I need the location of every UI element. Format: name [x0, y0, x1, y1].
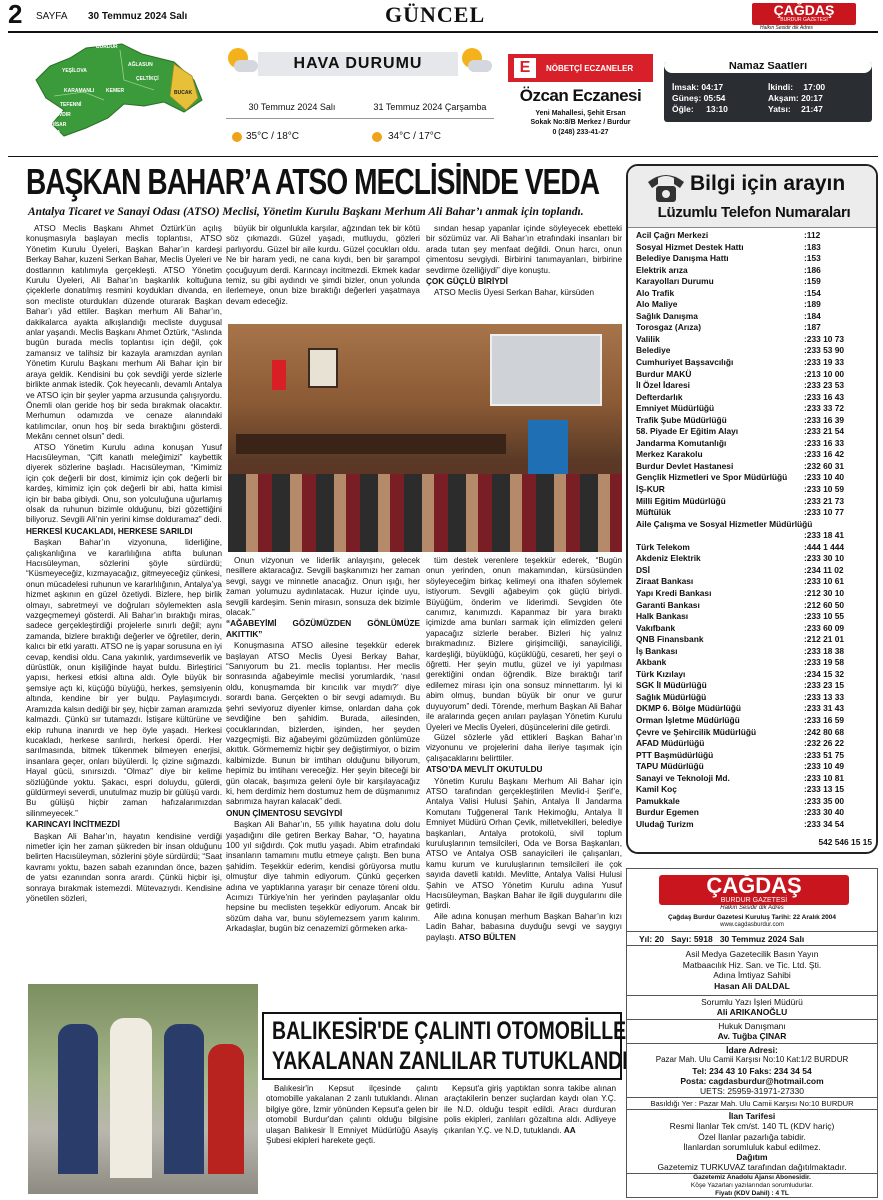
legal-name: Av. Tuğba ÇINAR	[717, 1031, 787, 1041]
phone-name: Gençlik Hizmetleri ve Spor Müdürlüğü	[636, 472, 788, 483]
header-rule	[8, 31, 878, 33]
section-title: GÜNCEL	[385, 2, 486, 27]
phone-name: Alo Maliye	[636, 299, 678, 310]
phone-row	[628, 727, 878, 739]
phone-fax: Tel: 234 43 10 Faks: 234 34 54	[692, 1065, 812, 1076]
page-word: SAYFA	[36, 11, 68, 22]
phone-list	[628, 230, 878, 830]
header-logo-tagline: Halkın Sesidir dik Adres	[760, 25, 813, 31]
legal-label: Hukuk Danışmanı	[718, 1021, 786, 1031]
phone-name: Halk Bankası	[636, 611, 689, 622]
masthead-issue: Sayı: 5918	[671, 934, 713, 944]
ad-label: İlan Tarifesi	[728, 1111, 776, 1121]
phone-row	[628, 669, 878, 681]
sun-cloud-icon	[458, 46, 492, 76]
phone-last: 542 546 15 15	[818, 837, 872, 847]
article2-paragraph: Kepsut'a giriş yaptıktan sonra takibe alınan araçtakilerin benzer suçlardan kaydı olan Y.Ç. ile N.D. olduğu tespit edildi. Aracı durduran polis ekipleri, zanlıları gözaltına aldı. Adliyeye çıkarılan Y.Ç. ve N.D, tutuklandı. AA	[444, 1084, 616, 1135]
phone-name: Kamil Koç	[636, 784, 677, 795]
phone-row	[628, 345, 878, 357]
phone-number	[812, 519, 878, 531]
header-date: 30 Temmuz 2024 Salı	[88, 11, 188, 22]
phone-name: Burdur Egemen	[636, 807, 699, 818]
phone-number: :233 21 54	[804, 426, 845, 437]
article-column-3-top	[426, 224, 622, 320]
phone-number: :232 60 31	[804, 460, 845, 471]
masthead-logo-sub: BURDUR GAZETESİ	[720, 897, 788, 904]
phone-row	[628, 542, 878, 554]
phone-number: :233 10 40	[804, 472, 845, 483]
header-logo-text: ÇAĞDAŞ	[773, 2, 835, 18]
phone-number: :233 18 38	[804, 645, 845, 656]
phone-number: :159	[804, 276, 821, 287]
prayer-box	[664, 62, 872, 122]
phone-number: :233 19 33	[804, 357, 845, 368]
phone-number: :187	[804, 322, 821, 333]
article2-column-2	[444, 1084, 616, 1192]
portrait-frame	[308, 348, 338, 388]
phone-row	[628, 519, 878, 531]
phone-row	[628, 438, 878, 450]
pharmacy-address-1: Yeni Mahallesi, Şehit Ersan	[535, 110, 626, 117]
phone-row	[628, 588, 878, 600]
aksam-label: Akşam:	[768, 93, 799, 103]
phone-number: :212 21 01	[804, 634, 845, 645]
phone-name: Merkez Karakolu	[636, 449, 703, 460]
person-figure	[110, 1018, 152, 1178]
pharmacy-address-2: Sokak No:8/B Merkez / Burdur	[530, 119, 631, 126]
phone-name: Yapı Kredi Bankası	[636, 587, 712, 598]
phone-name: Aile Çalışma ve Sosyal Hizmetler Müdürlüğü	[636, 518, 813, 529]
phone-number: :233 30 40	[804, 807, 845, 818]
arrest-photo	[28, 984, 258, 1194]
phone-number: :233 21 73	[804, 495, 845, 506]
phone-name: Sağlık Müdürlüğü	[636, 691, 707, 702]
phone-row	[628, 611, 878, 623]
phone-name: Belediye	[636, 345, 671, 356]
phone-name: QNB Finansbank	[636, 634, 704, 645]
person-figure	[164, 1024, 204, 1174]
phone-name: İŞ-KUR	[636, 484, 665, 495]
phone-number: :233 35 00	[804, 795, 845, 806]
map-town: ALTINYAYLA	[30, 130, 61, 136]
phone-name: Türk Kızılayı	[636, 668, 686, 679]
map-town: ÇELTİKÇİ	[136, 76, 159, 82]
phone-name: Torosgaz (Arıza)	[636, 322, 701, 333]
phone-name: Garanti Bankası	[636, 599, 700, 610]
ogle-time: 13:10	[706, 104, 728, 114]
phone-row	[628, 715, 878, 727]
phone-row	[628, 288, 878, 300]
phone-number: :234 15 32	[804, 668, 845, 679]
phone-number: :233 31 43	[804, 703, 845, 714]
weather-temp1: 35°C / 18°C	[246, 131, 300, 142]
ad-line: İlanlardan sorumluluk kabul edilmez.	[683, 1141, 821, 1152]
sun-icon	[372, 132, 382, 142]
phone-name: Akdeniz Elektrik	[636, 553, 701, 564]
phone-row	[628, 369, 878, 381]
article-subhead: Antalya Ticaret ve Sanayi Odası (ATSO) Meclisi, Yönetim Kurulu Başkanı Merhum Ali Bahar’ı anmak için toplandı.	[28, 206, 584, 218]
phone-name: Cumhuriyet Başsavcılığı	[636, 357, 734, 368]
phone-row	[628, 426, 878, 438]
editor-name: Ali ARIKANOĞLU	[716, 1007, 788, 1017]
article-paragraph: sından hesap yapanlar içinde söyleyecek ebetteki bir sözümüz var. Ali Bahar’ın etrafındaki insanları bir arada tutan şey menfaat değildi. Onun harcı, onun çimentosu sevgiydi. Birbirini tanımayanları, birbirine sevdirme özelliğiydi” diye konuştu.	[426, 224, 622, 275]
phone-number: :233 19 58	[804, 657, 845, 668]
masthead-date: 30 Temmuz 2024 Salı	[719, 934, 805, 944]
phone-number: :233 30 10	[804, 553, 845, 564]
article-column-2-top	[226, 224, 420, 320]
pharmacy-box	[508, 54, 653, 149]
sun-cloud-icon	[224, 46, 258, 76]
article2-headline-2: YAKALANAN ZANLILAR TUTUKLANDI	[272, 1047, 628, 1075]
phone-number: :233 60 09	[804, 622, 845, 633]
phone-name: Pamukkale	[636, 795, 680, 806]
phone-name: AFAD Müdürlüğü	[636, 738, 705, 749]
phone-row	[628, 334, 878, 346]
phone-name: Emniyet Müdürlüğü	[636, 403, 715, 414]
phone-number: :233 10 61	[804, 576, 845, 587]
ikindi-time: 17:00	[803, 82, 826, 92]
authors-note: Köşe Yazarları yazılarından sorumludurlar.	[690, 1182, 814, 1189]
phone-name: Trafik Şube Müdürlüğü	[636, 414, 727, 425]
phone-name: İl Özel İdaresi	[636, 380, 690, 391]
phone-row	[628, 357, 878, 369]
imsak-time: 04:17	[701, 82, 724, 92]
phone-row	[628, 703, 878, 715]
map-town: BUCAK	[174, 90, 193, 96]
article-subheading: ÇOK GÜÇLÜ BİRİYDİ	[426, 277, 508, 287]
yatsi-label: Yatsı:	[768, 104, 791, 114]
phone-name: Milli Eğitim Müdürlüğü	[636, 495, 726, 506]
phone-number: :233 16 59	[804, 714, 845, 725]
phone-number: :233 10 77	[804, 507, 845, 518]
phone-number: :189	[804, 299, 821, 310]
phone-row	[628, 634, 878, 646]
phone-number: :233 16 33	[804, 437, 845, 448]
phone-row	[628, 276, 878, 288]
phone-box	[626, 164, 878, 854]
masthead-logo	[659, 875, 849, 905]
aksam-time: 20:17	[801, 93, 823, 103]
phone-row	[628, 738, 878, 750]
phone-number: :233 10 59	[804, 484, 845, 495]
page-number: 2	[8, 0, 23, 29]
phone-number: :233 18 41	[804, 530, 845, 541]
map-town: BURDUR	[96, 44, 118, 50]
phone-number: :233 23 53	[804, 380, 845, 391]
phone-number: :233 23 15	[804, 680, 845, 691]
phone-name: Alo Trafik	[636, 287, 675, 298]
article2-headline-1: BALIKESİR'DE ÇALINTI OTOMOBİLLE	[272, 1017, 627, 1045]
phone-row	[628, 530, 878, 542]
map-town: AĞLASUN	[128, 62, 153, 68]
weather-divider	[226, 118, 494, 119]
yatsi-time: 21:47	[801, 104, 823, 114]
article-paragraph: ATSO Meclis Üyesi Serkan Bahar, kürsüden	[434, 288, 595, 298]
ogle-label: Öğle:	[672, 104, 694, 114]
weather-temp2: 34°C / 17°C	[388, 131, 442, 142]
phone-row	[628, 750, 878, 762]
distribution: Gazetemiz TURKUVAZ tarafından dağıtılmaktadır.	[657, 1162, 847, 1173]
gunes-time: 05:54	[703, 93, 726, 103]
phone-number: :233 34 54	[804, 818, 845, 829]
phone-row	[628, 472, 878, 484]
flag	[272, 360, 286, 390]
meeting-photo	[228, 324, 622, 552]
editor-label: Sorumlu Yazı İşleri Müdürü	[701, 997, 803, 1007]
article-headline: BAŞKAN BAHAR’A ATSO MECLİSİNDE VEDA	[26, 161, 600, 202]
article2-headline-box	[262, 1012, 628, 1080]
phone-name: PTT Başmüdürlüğü	[636, 749, 714, 760]
publisher-line: Adına İmtiyaz Sahibi	[713, 970, 791, 980]
phone-number: :233 10 81	[804, 772, 845, 783]
masthead-box	[626, 868, 878, 1198]
phone-row	[628, 680, 878, 692]
telephone-icon	[644, 170, 688, 206]
article2-paragraph: Balıkesir'in Kepsut ilçesinde çalıntı otomobille yakalanan 2 zanlı tutuklandı. Alınan bilgiye göre, İzmir yönünden Kepsut'a gelen bir otomobil Burdur'dan çalıntı olduğu bilgisine ulaşan Balıkesir İl Emniyet Müdürlüğü Asayiş Şubesi ekipleri harekete geçti.	[266, 1084, 438, 1146]
masthead-web: www.cagdasburdur.com	[720, 922, 784, 928]
phone-row	[628, 784, 878, 796]
phone-number: :444 1 444	[804, 541, 845, 552]
masthead-tagline: Halkın Sesidir dik Adres	[720, 905, 784, 911]
pharmacy-label: NÖBETÇİ ECZANELER	[546, 64, 634, 73]
phone-row	[628, 242, 878, 254]
masthead-logo-text: ÇAĞDAŞ	[706, 873, 802, 898]
article-column-3	[426, 556, 622, 1016]
article-subheading: ONUN ÇİMENTOSU SEVGİYDİ	[226, 808, 343, 818]
top-section-rule	[8, 156, 878, 157]
article-byline: ATSO BÜLTEN	[458, 932, 516, 942]
phone-row	[628, 496, 878, 508]
imsak-label: İmsak:	[672, 82, 699, 92]
article-paragraph: ATSO Yönetim Kurulu adına konuşan Yusuf Hacısüleyman, “Çift kanatlı meleğimizi” kaybettik diyerek sözlerine başladı. Hacısüleyman, “Kimimiz için çok değerli bir dost, kimimiz için çok değerli bir kardeş, kimimiz için çok değerli bir abi, hatta kimisi için bir baba gibiydi. Onu, son yolculuğuna uğurlamış olsak da ruhunun bizimle olduğunu, bizi gözettiğini biliyoruz. Sevgili Ali’nin yerini kimse dolduramaz” dedi.	[26, 442, 222, 525]
phone-name: Akbank	[636, 657, 667, 668]
phone-name: Müftülük	[636, 507, 671, 518]
weather-day1: 30 Temmuz 2024 Salı	[248, 102, 336, 112]
phone-number: :233 16 42	[804, 449, 845, 460]
phone-row	[628, 565, 878, 577]
phone-name: SGK İl Müdürlüğü	[636, 680, 707, 691]
phone-name: Karayolları Durumu	[636, 276, 714, 287]
pharmacy-phone: 0 (248) 233-41-27	[552, 129, 609, 136]
head-table	[236, 434, 506, 454]
phone-name: Uludağ Turizm	[636, 818, 694, 829]
phone-number: :233 13 33	[804, 691, 845, 702]
article-paragraph: Başkan Ali Bahar’ın, 55 yıllık hayatına dolu dolu yaşadığını dile getiren Berkay Bahar, “O, hayatına 100 yıl sığdırdı. Çok mutlu yaşadı. Abim etrafındaki insanların tamamını mutlu etmeye çalıştı. Ben buna şahidim. Teşekkür ederim, kendisi görüyorsa mutlu olmuştur diye tahmin ediyorum. Çünkü geçerken adına ve yaptıklarına yaraşır bir cenaze töreni oldu. Acımızı Türkiye’nin her yerinden paylaşanlar oldu hepsine bu meclisten teşekkür ediyorum. Ancak bir sözüm daha var, bunu söylemezsem yarım kalırım. Arkadaşlar, bugün biz cenazemizi görmeken arka-	[226, 820, 420, 934]
phone-number: :213 10 00	[804, 368, 845, 379]
address: Pazar Mah. Ulu Camii Karşısı No:10 Kat:1/2 BURDUR	[655, 1055, 849, 1065]
masthead-year: Yıl: 20	[639, 934, 665, 944]
phone-name: Türk Telekom	[636, 541, 690, 552]
phone-row	[628, 657, 878, 669]
phone-name: Sağlık Danışma	[636, 310, 698, 321]
phone-row	[628, 403, 878, 415]
phone-number: :233 16 43	[804, 391, 845, 402]
phone-number: :233 13 15	[804, 784, 845, 795]
article-column-2	[226, 556, 420, 1016]
publisher-line: Asil Medya Gazetecilik Basın Yayın	[685, 949, 819, 959]
phone-name: Sanayi ve Teknoloji Md.	[636, 772, 730, 783]
distribution-label: Dağıtım	[736, 1152, 768, 1163]
weather-title-bar: HAVA DURUMU	[258, 52, 458, 76]
article-subheading: ATSO’DA MEVLİT OKUTULDU	[426, 765, 543, 775]
article-paragraph: Aile adına konuşan merhum Başkan Bahar’ın kızı Ladin Bahar, babasına duyduğu sevgi ve saygıyı paylaştı. ATSO BÜLTEN	[426, 911, 622, 942]
phone-row	[628, 600, 878, 612]
logo-banner	[528, 420, 568, 480]
map-town: YEŞİLOVA	[62, 68, 87, 74]
article-paragraph: Yönetim Kurulu Başkanı Merhum Ali Bahar için ATSO tarafından gerçekleştirilen Mevlid-i Şerif’e, Antalya Valisi Hulusi Şahin, Antalya İl Jandarma Komutanı Tuğgeneral Tarık Hekimoğlu, Antalya İl Emniyet Müdürü Orhan Çevik, milletvekilleri, belediye başkanları, Antalya protokolü, sivil toplum kuruluşlarının temsilcileri, Oda ve Borsa Başkanları, ATSO ve Antalya OSB sanayicileri ile çalışanları, kamu kurum ve kuruluşlarının temsilcileri ile çok sayıda davetli katıldı. Mevlitte, Antalya Valisi Hulusi Şahin ve ATSO Yönetim Kurulu adına Yusuf Hacısüleyman, Başkan Bahar ile ilgili duygularını dile getirdi.	[426, 776, 622, 911]
publisher-line: Matbaacılık Hiz. San. ve Tic. Ltd. Şti.	[682, 959, 822, 970]
pharmacy-name: Özcan Eczanesi	[519, 86, 642, 105]
phone-name: Çevre ve Şehircilik Müdürlüğü	[636, 726, 757, 737]
phone-row	[628, 392, 878, 404]
phone-number: :233 33 72	[804, 403, 845, 414]
phone-name: Sosyal Hizmet Destek Hattı	[636, 241, 744, 252]
phone-name: Acil Çağrı Merkezi	[636, 230, 709, 240]
phone-number: :186	[804, 264, 821, 275]
article2-column-1	[266, 1084, 438, 1192]
article-paragraph: Başkan Bahar’ın vizyonuna, liderliğine, çalışkanlığına ve kararlılığına atıfta bulunan Hacısüleyman, sözlerini şöyle sürdürdü; “Küsmeyeceğiz, kızmayacağız, gitmeyeceğiz çünkesi, onun mücadelesi ruhunun ve kararlılığının, Antalya’ya hizmet aşkının en güzel özetiydi. Bizlere, hep birlik olmayı, sabretmeyi ve doğruları söylemekten asla vazgeçmemeyi gösterdi. Ali Bahar’ın bıraktığı miras, sadece gerçekleştirdiği projelerle sınırlı değil; aynı zamanda, bizlere bıraktığı değerler ve öğretiler, derin, kalıcı bir etki yarattı. ATSO ne iş yapar sorusuna en iyi cevap, kendisi oldu. Cana yakınlık, yardımseverlik ve dürüstlük, onun kişiliğinde hayat buldu. Birleştirici yapısı, herkesi etkisi altına aldı. Öyle büyük bir şemsiye açtı ki, küçüğü büyüğü, herkes, şemsiyenin altında, kendine bir yer bulдu. Paylaşımcıydı. Aramızda kalsın dediği bir şey, hiçbir zaman aramızda kalmazdı. Çünkü sır tutamazdı. İstişare kültürüne ve ekip ruhuna inanırdı ve hep öyle yaşadı. Herkesi kucakladı, herkese sarılırdı, herkesi öperdi. Her sarılmasında, bitmek tükenmek bilmeyen enerjisi, insanlara geçer, onları büyülerdi. İç çizine sığmazdı. Hayal gücü, sınırsızdı. “Olmaz” diye bir kelime sözlüğünde yoktu. Şakacı, espri doluydu, gülerdi, güldürmeyi severdi, unutulmaz muzip bir gülüşü vardı. Bu gülüşü hiçbir zaman hafızalarımızdan silinmeyecek.”	[26, 538, 222, 818]
phone-number: :212 60 50	[804, 599, 845, 610]
price: Fiyatı (KDV Dahil) : 4 TL	[715, 1190, 789, 1197]
phone-name: Elektrik arıza	[636, 264, 688, 275]
phone-row	[628, 449, 878, 461]
map-town: ÇAVDIR	[52, 112, 71, 118]
phone-number: :212 30 10	[804, 587, 845, 598]
phone-number: :233 10 49	[804, 761, 845, 772]
phone-number: :153	[804, 253, 821, 264]
phone-row	[628, 819, 878, 831]
article-subheading: HERKESİ KUCAKLADI, HERKESE SARILDI	[26, 526, 193, 536]
phone-number: :112	[804, 230, 821, 240]
phone-name: TAPU Müdürlüğü	[636, 761, 704, 772]
phone-name: Ziraat Bankası	[636, 576, 694, 587]
phone-name: Burdur MAKÜ	[636, 368, 692, 379]
phone-row	[628, 461, 878, 473]
phone-row	[628, 507, 878, 519]
phone-row	[628, 380, 878, 392]
address-label: İdare Adresi:	[726, 1045, 778, 1055]
phone-name: Vakıfbank	[636, 622, 676, 633]
prayer-title: Namaz Saatleri	[664, 62, 872, 73]
article-subheading: KARINCAYI İNCİTMEZDİ	[26, 820, 120, 830]
phone-name: İş Bankası	[636, 645, 678, 656]
phone-name: DKMP 6. Bölge Müdürlüğü	[636, 703, 741, 714]
header-logo	[752, 3, 856, 25]
projection-screen	[490, 334, 602, 406]
map-town: KEMER	[106, 88, 125, 94]
map-town: TEFENNİ	[60, 102, 82, 108]
aa-note: Gazetemiz Anadolu Ajansı Abonesidir.	[693, 1174, 811, 1181]
email: Posta: cagdasburdur@hotmail.com	[680, 1075, 824, 1086]
article-paragraph: tüm destek verenlere teşekkür ederek, “Bugün onun yerinden, onun makamından, kürsüsünden söyleyeceğim birkaç kelimeyi ona ithafen söylemek istiyorum. Sevgili ağabeyim çok güçlü biriydi. Büyüğüm, önderim ve liderimdi. Sevgiden öte canımız, kanımızdı. Kapanmaz bir yara bıraktı içimizde ama bunları sarmak için elimizden geleni yapacağız sizlerle beraber. Bizleri hiç yalnız bırakmadınız. Bizlere girişimciliği, sanayiciliği, kardeşliği, büyüklüğü, küçüklüğü, cesareti, her şeyi o öğretti. Her şeyin mutlu, güzel ve iyi yapılması gerektiğini ondan öğrendik. Bize bıraktığı tarif edilemez mirası için ona sonsuz minnettarım. İyi ki abim olmuş, bundan büyük bir onur ve gurur duyuyorum” dedi. Törende, merhum Başkan Ali Bahar ile aralarında geçen anıları paylaşan Yönetim Kurulu Üyeleri ve Meclis Üyeleri, düşüncelerini dile getirdi.	[426, 556, 622, 732]
phone-row	[628, 230, 878, 242]
phone-number: :233 10 55	[804, 611, 845, 622]
phone-row	[628, 692, 878, 704]
phone-subtitle: Lüzumlu Telefon Numaraları	[657, 204, 851, 221]
article-paragraph: Onun vizyonun ve liderlik anlayışını, gelecek nesillere aktaracağız. Sevgili başkanımızı her zaman sevgi, saygı ve minnetle anacağız. Onun ışığı, her zaman yolumuzu aydınlatacak. Huzur içinde uyu, sevgili kardeşim. Senin mirasın, sonsuza dek bizimle olacak.”	[226, 556, 420, 618]
phone-row	[628, 484, 878, 496]
map-town: GÖLHİSAR	[40, 122, 67, 128]
phone-number: :183	[804, 241, 821, 252]
ad-line: Özel İlanlar pazarlığa tabidir.	[698, 1131, 806, 1142]
phone-row	[628, 265, 878, 277]
phone-row	[628, 299, 878, 311]
ad-line: Resmi İlanlar Tek cm/st. 140 TL (KDV hariç)	[669, 1121, 835, 1132]
phone-number: :234 11 02	[804, 564, 844, 575]
print-place: Basıldığı Yer : Pazar Mah. Ulu Camii Karşısı No:10 BURDUR	[627, 1097, 877, 1110]
article-column-1	[26, 224, 222, 982]
phone-name: DSİ	[636, 564, 650, 575]
phone-row	[628, 796, 878, 808]
article-subheading: “AĞABEYİMİ GÖZÜMÜZDEN GÖNLÜMÜZE AKITTIK”	[226, 619, 420, 639]
phone-row	[628, 761, 878, 773]
phone-number: :184	[804, 310, 821, 321]
pharmacy-badge: E	[514, 58, 536, 78]
ikindi-label: İkindi:	[768, 82, 794, 92]
map-town: KARAMANLI	[64, 88, 95, 94]
phone-number: :232 26 22	[804, 738, 845, 749]
phone-row	[628, 415, 878, 427]
phone-name: Defterdarlık	[636, 391, 683, 402]
phone-row	[628, 623, 878, 635]
phone-row	[628, 646, 878, 658]
phone-row	[628, 807, 878, 819]
article-paragraph: büyük bir olgunlukla karşılar, ağzından tek bir kötü söz çıkmazdı. Güzel yaşadı, mutluydu, gözleri parlıyordu. Güzel bir aile kurdu. Güzel çocukları oldu. Ne bir haram yedi, ne cana kıydı, ben bir şarampol çocuğuyum derdi. Karıncayı incitmezdi. Ekmek kadar temiz, su gibi aydındı ve şimdi bizler, onun yolunda ilerlemeye, onun bize bıraktığı değerleri yaşatmaya devam edeceğiz.	[226, 224, 420, 306]
phone-name: Jandarma Komutanlığı	[636, 437, 727, 448]
person-figure	[208, 1044, 244, 1174]
phone-number: :233 10 73	[804, 333, 845, 344]
masthead-issue-bar	[627, 931, 877, 946]
weather-day2: 31 Temmuz 2024 Çarşamba	[373, 102, 487, 112]
article2-byline: AA	[563, 1125, 576, 1135]
uets: UETS: 25959-31971-27330	[700, 1086, 804, 1097]
phone-number: :154	[804, 287, 821, 298]
phone-name: Valilik	[636, 333, 660, 344]
phone-row	[628, 553, 878, 565]
sun-icon	[232, 132, 242, 142]
article-paragraph: ATSO Meclis Başkanı Ahmet Öztürk’ün açılış konuşmasıyla başlayan meclis toplantısı, ATSO Yönetim Kurulu Üyeleri, Başkan Bahar’ın kardeşi Berkay Bahar, kuzeni Serkan Bahar, Meclis Üyeleri ve dostlarının katılımıyla gerçekleşti. ATSO Yönetim Kurulu Üyeleri, Ali Bahar’ın başkanlık koltuğuna çiçeklerle donatılmış resmini koydukları divanda, en son mecliste oturdukları düzende oturarak Başkan Bahar’ı yâd ettiler. Başkan merhum Ali Bahar’ın, dakikalarca ayakta alkışlandığı meclistе duygusal anlar yaşandı. Meclis Başkanı Ahmet Öztürk, “Aslında bugün burada meclis toplantısı için değil, çok zamansız ve talihsiz bir kazayla aramızdan ayrılan Yönetim Kurulu Başkanı merhum Ali Bahar için bir araya geldik. Kendisini bu çok sevdiği yerde sizlerle birlikte anmak istedik. Çok heyecanlı, devamlı Antalya ve ATSO için bir şeyler yapma arzusunda çalışıyordu. Önemli olan geride hoş bir seda bırakmak olacaktır. Merhumun odamızda ve cenaze alanındaki katılımcılar, onun hoş bir seda bıraktığını gösterdi. Mekânı cennet olsun” dedi.	[26, 224, 222, 442]
phone-number: :233 16 39	[804, 414, 845, 425]
masthead-founded: Çağdaş Burdur Gazetesi Kuruluş Tarihi: 22 Aralık 2004	[668, 914, 836, 921]
phone-row	[628, 773, 878, 785]
phone-name: 58. Piyade Er Eğitim Alayı	[636, 426, 739, 437]
phone-name: Belediye Danışma Hattı	[636, 253, 729, 264]
gunes-label: Güneş:	[672, 93, 702, 103]
article-paragraph: Konuşmasına ATSO ailesine teşekkür ederek başlayan ATSO Meclis Üyesi Berkay Bahar, “Sanıyorum bu 21. meclis toplantısı. Her meclis sonrasında ağabeyimle meclisi yorumlardık, ‘nasıl oldu, konuşmamda bir kırıcılık var mıydı?’ diye sorardı bana. Gerçekten o bir sevgi adamıydı. Bu şehri seviyoruz diyenler kimse, onlardan daha çok sevdiğine ben şahidim. Burada, ailesinden, çocuklarından, bizlerden, işinden, her şeyden vazgeçmişti. Biz ağabeyimi gözümüzden gönlümüze akıttık. Görmememiz hiçbir şey değiştirmiyor, o bizim kalbimizde. Bunun bir imtihan olduğunu biliyorum, hepimiz bu imtihanı vereceğiz. Her şeyin biteceği bir gün olacak, başımıza geleni öyle bir karşılayacağız ki, hem derdimiz hem dostumuz hem de düşmanımız sabrımıza hayran kalacak” dedi.	[226, 641, 420, 807]
header-logo-sub: BURDUR GAZETESİ	[780, 17, 828, 23]
phone-row	[628, 253, 878, 265]
owner-name: Hasan Ali DALDAL	[714, 980, 790, 991]
phone-title: Bilgi için arayın	[690, 172, 846, 195]
phone-name: Orman İşletme Müdürlüğü	[636, 714, 740, 725]
audience	[228, 474, 622, 552]
province-map	[24, 40, 214, 140]
article-paragraph: Güzel sözlerle yâd ettikleri Başkan Bahar’ın vizyonunu ve projelerini daha ileriye taşımak için çalışacaklarını belirttiler.	[426, 732, 622, 763]
article-paragraph: Başkan Ali Bahar’ın, hayatın kendisine verdiği nimetler için her zaman şükreden bir insan olduğunu belirten Hacısüleyman, sözlerini şöyle sürdürdü; “Saat kavramı yoktu, bazen sabah ezanından önce, bazen de yatsı ezanından sonra arardı. Çünkü hiçbir işi, sonraya bırakmak istemezdi. Mütevazıydı. Kendisine yönetilen sözleri,	[26, 831, 222, 903]
phone-name: Burdur Devlet Hastanesi	[636, 460, 734, 471]
person-figure	[58, 1024, 98, 1174]
phone-row	[628, 322, 878, 334]
phone-row	[628, 311, 878, 323]
phone-row	[628, 576, 878, 588]
phone-number: :233 53 90	[804, 345, 845, 356]
phone-number: :242 80 68	[804, 726, 845, 737]
phone-number: :233 51 75	[804, 749, 845, 760]
weather-box	[222, 40, 500, 148]
